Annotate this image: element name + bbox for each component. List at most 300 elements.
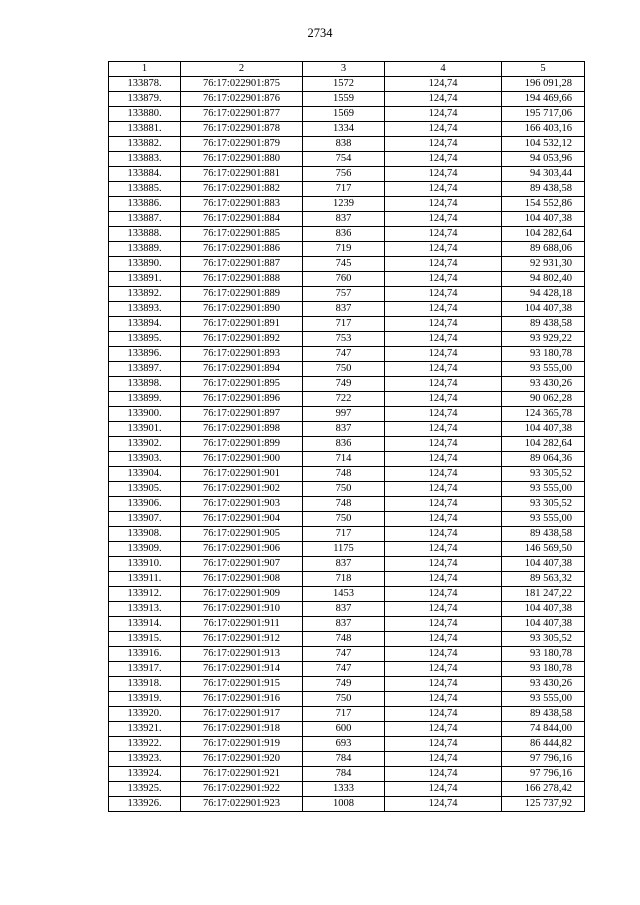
rate-cell: 124,74 [385,302,502,317]
cadastral-number-cell: 76:17:022901:905 [181,527,303,542]
table-row [109,677,585,692]
row-number-cell: 133905. [109,482,181,497]
value-cell: 90 062,28 [502,392,585,407]
cadastral-number-cell: 76:17:022901:880 [181,152,303,167]
area-cell: 784 [303,752,385,767]
rate-cell: 124,74 [385,557,502,572]
table-row [109,122,585,137]
row-number-cell: 133882. [109,137,181,152]
cadastral-number-cell: 76:17:022901:919 [181,737,303,752]
row-number-cell: 133899. [109,392,181,407]
table-row [109,437,585,452]
area-cell: 747 [303,347,385,362]
area-cell: 1334 [303,122,385,137]
value-cell: 89 064,36 [502,452,585,467]
value-cell: 89 438,58 [502,707,585,722]
cadastral-number-cell: 76:17:022901:917 [181,707,303,722]
table-row [109,302,585,317]
table-row [109,347,585,362]
rate-cell: 124,74 [385,482,502,497]
cadastral-number-cell: 76:17:022901:906 [181,542,303,557]
area-cell: 747 [303,662,385,677]
rate-cell: 124,74 [385,602,502,617]
area-cell: 754 [303,152,385,167]
table-row [109,467,585,482]
table-row [109,632,585,647]
row-number-cell: 133904. [109,467,181,482]
table-body [109,77,585,812]
value-cell: 104 407,38 [502,212,585,227]
table-row [109,422,585,437]
column-header-5: 5 [502,62,585,77]
row-number-cell: 133914. [109,617,181,632]
value-cell: 89 688,06 [502,242,585,257]
area-cell: 750 [303,362,385,377]
rate-cell: 124,74 [385,692,502,707]
value-cell: 104 407,38 [502,302,585,317]
column-header-3: 3 [303,62,385,77]
table-row [109,602,585,617]
value-cell: 74 844,00 [502,722,585,737]
value-cell: 93 555,00 [502,482,585,497]
rate-cell: 124,74 [385,737,502,752]
rate-cell: 124,74 [385,782,502,797]
cadastral-number-cell: 76:17:022901:881 [181,167,303,182]
value-cell: 104 407,38 [502,557,585,572]
table-row [109,617,585,632]
rate-cell: 124,74 [385,257,502,272]
value-cell: 89 438,58 [502,317,585,332]
cadastral-number-cell: 76:17:022901:903 [181,497,303,512]
rate-cell: 124,74 [385,137,502,152]
row-number-cell: 133911. [109,572,181,587]
value-cell: 194 469,66 [502,92,585,107]
cadastral-number-cell: 76:17:022901:923 [181,797,303,812]
table-row [109,257,585,272]
value-cell: 166 403,16 [502,122,585,137]
cadastral-number-cell: 76:17:022901:898 [181,422,303,437]
table-row [109,317,585,332]
cadastral-number-cell: 76:17:022901:899 [181,437,303,452]
rate-cell: 124,74 [385,77,502,92]
area-cell: 1333 [303,782,385,797]
column-header-1: 1 [109,62,181,77]
row-number-cell: 133912. [109,587,181,602]
cadastral-number-cell: 76:17:022901:904 [181,512,303,527]
rate-cell: 124,74 [385,752,502,767]
row-number-cell: 133887. [109,212,181,227]
table-row [109,482,585,497]
cadastral-number-cell: 76:17:022901:893 [181,347,303,362]
rate-cell: 124,74 [385,332,502,347]
value-cell: 93 305,52 [502,497,585,512]
table-row [109,197,585,212]
row-number-cell: 133898. [109,377,181,392]
cadastral-number-cell: 76:17:022901:921 [181,767,303,782]
table-row [109,332,585,347]
table-row [109,722,585,737]
cadastral-number-cell: 76:17:022901:911 [181,617,303,632]
row-number-cell: 133915. [109,632,181,647]
table-row [109,542,585,557]
cadastral-number-cell: 76:17:022901:875 [181,77,303,92]
value-cell: 146 569,50 [502,542,585,557]
area-cell: 747 [303,647,385,662]
area-cell: 722 [303,392,385,407]
area-cell: 749 [303,377,385,392]
rate-cell: 124,74 [385,407,502,422]
value-cell: 104 282,64 [502,437,585,452]
row-number-cell: 133886. [109,197,181,212]
rate-cell: 124,74 [385,122,502,137]
row-number-cell: 133893. [109,302,181,317]
row-number-cell: 133921. [109,722,181,737]
rate-cell: 124,74 [385,347,502,362]
area-cell: 760 [303,272,385,287]
area-cell: 837 [303,422,385,437]
rate-cell: 124,74 [385,362,502,377]
rate-cell: 124,74 [385,167,502,182]
cadastral-number-cell: 76:17:022901:883 [181,197,303,212]
table-row [109,572,585,587]
cadastral-number-cell: 76:17:022901:891 [181,317,303,332]
cadastral-number-cell: 76:17:022901:878 [181,122,303,137]
table-row [109,137,585,152]
table-row [109,797,585,812]
table-row [109,557,585,572]
row-number-cell: 133892. [109,287,181,302]
registry-table [108,61,585,812]
table-row [109,377,585,392]
rate-cell: 124,74 [385,677,502,692]
row-number-cell: 133879. [109,92,181,107]
rate-cell: 124,74 [385,467,502,482]
table-row [109,107,585,122]
area-cell: 717 [303,317,385,332]
row-number-cell: 133917. [109,662,181,677]
cadastral-number-cell: 76:17:022901:884 [181,212,303,227]
cadastral-number-cell: 76:17:022901:915 [181,677,303,692]
value-cell: 196 091,28 [502,77,585,92]
area-cell: 836 [303,437,385,452]
value-cell: 124 365,78 [502,407,585,422]
row-number-cell: 133891. [109,272,181,287]
row-number-cell: 133922. [109,737,181,752]
row-number-cell: 133880. [109,107,181,122]
area-cell: 748 [303,632,385,647]
rate-cell: 124,74 [385,227,502,242]
rate-cell: 124,74 [385,242,502,257]
value-cell: 93 430,26 [502,677,585,692]
area-cell: 717 [303,527,385,542]
column-header-2: 2 [181,62,303,77]
value-cell: 93 555,00 [502,692,585,707]
value-cell: 93 555,00 [502,512,585,527]
area-cell: 719 [303,242,385,257]
area-cell: 714 [303,452,385,467]
rate-cell: 124,74 [385,527,502,542]
row-number-cell: 133924. [109,767,181,782]
rate-cell: 124,74 [385,317,502,332]
rate-cell: 124,74 [385,632,502,647]
area-cell: 748 [303,497,385,512]
row-number-cell: 133878. [109,77,181,92]
table-row [109,452,585,467]
cadastral-number-cell: 76:17:022901:887 [181,257,303,272]
area-cell: 997 [303,407,385,422]
row-number-cell: 133906. [109,497,181,512]
table-row [109,392,585,407]
row-number-cell: 133884. [109,167,181,182]
row-number-cell: 133900. [109,407,181,422]
table-row [109,227,585,242]
cadastral-number-cell: 76:17:022901:886 [181,242,303,257]
area-cell: 749 [303,677,385,692]
cadastral-number-cell: 76:17:022901:876 [181,92,303,107]
row-number-cell: 133907. [109,512,181,527]
table-row [109,362,585,377]
cadastral-number-cell: 76:17:022901:892 [181,332,303,347]
rate-cell: 124,74 [385,212,502,227]
row-number-cell: 133925. [109,782,181,797]
area-cell: 1175 [303,542,385,557]
table-row [109,407,585,422]
area-cell: 837 [303,212,385,227]
area-cell: 717 [303,182,385,197]
row-number-cell: 133908. [109,527,181,542]
rate-cell: 124,74 [385,377,502,392]
value-cell: 93 929,22 [502,332,585,347]
row-number-cell: 133896. [109,347,181,362]
table-row [109,152,585,167]
table-row [109,242,585,257]
value-cell: 93 180,78 [502,347,585,362]
cadastral-number-cell: 76:17:022901:888 [181,272,303,287]
value-cell: 104 407,38 [502,617,585,632]
cadastral-number-cell: 76:17:022901:908 [181,572,303,587]
area-cell: 1569 [303,107,385,122]
value-cell: 93 180,78 [502,647,585,662]
value-cell: 181 247,22 [502,587,585,602]
row-number-cell: 133923. [109,752,181,767]
cadastral-number-cell: 76:17:022901:916 [181,692,303,707]
value-cell: 166 278,42 [502,782,585,797]
row-number-cell: 133881. [109,122,181,137]
table-row [109,212,585,227]
rate-cell: 124,74 [385,572,502,587]
row-number-cell: 133894. [109,317,181,332]
cadastral-number-cell: 76:17:022901:890 [181,302,303,317]
cadastral-number-cell: 76:17:022901:897 [181,407,303,422]
rate-cell: 124,74 [385,707,502,722]
row-number-cell: 133902. [109,437,181,452]
row-number-cell: 133919. [109,692,181,707]
value-cell: 97 796,16 [502,752,585,767]
value-cell: 125 737,92 [502,797,585,812]
area-cell: 838 [303,137,385,152]
rate-cell: 124,74 [385,182,502,197]
rate-cell: 124,74 [385,617,502,632]
cadastral-number-cell: 76:17:022901:913 [181,647,303,662]
table-row [109,512,585,527]
value-cell: 86 444,82 [502,737,585,752]
value-cell: 93 180,78 [502,662,585,677]
area-cell: 757 [303,287,385,302]
value-cell: 93 555,00 [502,362,585,377]
value-cell: 104 532,12 [502,137,585,152]
row-number-cell: 133901. [109,422,181,437]
rate-cell: 124,74 [385,542,502,557]
row-number-cell: 133890. [109,257,181,272]
column-header-4: 4 [385,62,502,77]
row-number-cell: 133918. [109,677,181,692]
rate-cell: 124,74 [385,797,502,812]
cadastral-number-cell: 76:17:022901:882 [181,182,303,197]
row-number-cell: 133926. [109,797,181,812]
row-number-cell: 133916. [109,647,181,662]
cadastral-number-cell: 76:17:022901:912 [181,632,303,647]
cadastral-number-cell: 76:17:022901:900 [181,452,303,467]
row-number-cell: 133920. [109,707,181,722]
cadastral-number-cell: 76:17:022901:907 [181,557,303,572]
page-number: 2734 [307,26,333,40]
table-row [109,737,585,752]
rate-cell: 124,74 [385,107,502,122]
row-number-cell: 133889. [109,242,181,257]
table-row [109,662,585,677]
value-cell: 97 796,16 [502,767,585,782]
area-cell: 750 [303,512,385,527]
area-cell: 717 [303,707,385,722]
value-cell: 94 802,40 [502,272,585,287]
cadastral-number-cell: 76:17:022901:879 [181,137,303,152]
row-number-cell: 133910. [109,557,181,572]
value-cell: 93 430,26 [502,377,585,392]
rate-cell: 124,74 [385,392,502,407]
row-number-cell: 133888. [109,227,181,242]
area-cell: 837 [303,557,385,572]
row-number-cell: 133913. [109,602,181,617]
rate-cell: 124,74 [385,662,502,677]
rate-cell: 124,74 [385,272,502,287]
table-row [109,692,585,707]
value-cell: 89 438,58 [502,527,585,542]
rate-cell: 124,74 [385,497,502,512]
area-cell: 750 [303,692,385,707]
row-number-cell: 133883. [109,152,181,167]
row-number-cell: 133895. [109,332,181,347]
table-row [109,77,585,92]
table-row [109,497,585,512]
value-cell: 93 305,52 [502,632,585,647]
table-row [109,587,585,602]
table-row [109,287,585,302]
area-cell: 836 [303,227,385,242]
row-number-cell: 133897. [109,362,181,377]
value-cell: 89 563,32 [502,572,585,587]
cadastral-number-cell: 76:17:022901:914 [181,662,303,677]
table-row [109,782,585,797]
value-cell: 89 438,58 [502,182,585,197]
cadastral-number-cell: 76:17:022901:920 [181,752,303,767]
area-cell: 1008 [303,797,385,812]
value-cell: 104 282,64 [502,227,585,242]
cadastral-number-cell: 76:17:022901:922 [181,782,303,797]
row-number-cell: 133903. [109,452,181,467]
value-cell: 195 717,06 [502,107,585,122]
rate-cell: 124,74 [385,287,502,302]
rate-cell: 124,74 [385,152,502,167]
area-cell: 784 [303,767,385,782]
rate-cell: 124,74 [385,92,502,107]
cadastral-number-cell: 76:17:022901:894 [181,362,303,377]
value-cell: 94 053,96 [502,152,585,167]
area-cell: 1453 [303,587,385,602]
rate-cell: 124,74 [385,197,502,212]
table-row [109,752,585,767]
cadastral-number-cell: 76:17:022901:910 [181,602,303,617]
rate-cell: 124,74 [385,722,502,737]
table-row [109,527,585,542]
cadastral-number-cell: 76:17:022901:901 [181,467,303,482]
table-row [109,767,585,782]
cadastral-number-cell: 76:17:022901:918 [181,722,303,737]
row-number-cell: 133885. [109,182,181,197]
value-cell: 92 931,30 [502,257,585,272]
rate-cell: 124,74 [385,422,502,437]
rate-cell: 124,74 [385,767,502,782]
rate-cell: 124,74 [385,512,502,527]
cadastral-number-cell: 76:17:022901:896 [181,392,303,407]
area-cell: 1572 [303,77,385,92]
rate-cell: 124,74 [385,587,502,602]
table-row [109,92,585,107]
area-cell: 837 [303,302,385,317]
table-row [109,182,585,197]
area-cell: 718 [303,572,385,587]
area-cell: 748 [303,467,385,482]
table-row [109,272,585,287]
table-header [109,62,585,77]
area-cell: 756 [303,167,385,182]
rate-cell: 124,74 [385,452,502,467]
area-cell: 600 [303,722,385,737]
cadastral-number-cell: 76:17:022901:889 [181,287,303,302]
cadastral-number-cell: 76:17:022901:877 [181,107,303,122]
cadastral-number-cell: 76:17:022901:895 [181,377,303,392]
area-cell: 693 [303,737,385,752]
row-number-cell: 133909. [109,542,181,557]
value-cell: 94 303,44 [502,167,585,182]
area-cell: 837 [303,617,385,632]
rate-cell: 124,74 [385,437,502,452]
area-cell: 745 [303,257,385,272]
value-cell: 104 407,38 [502,422,585,437]
value-cell: 104 407,38 [502,602,585,617]
cadastral-number-cell: 76:17:022901:885 [181,227,303,242]
table-row [109,647,585,662]
area-cell: 1559 [303,92,385,107]
header-row [109,62,585,77]
value-cell: 93 305,52 [502,467,585,482]
value-cell: 154 552,86 [502,197,585,212]
cadastral-number-cell: 76:17:022901:909 [181,587,303,602]
area-cell: 1239 [303,197,385,212]
table-row [109,707,585,722]
value-cell: 94 428,18 [502,287,585,302]
area-cell: 750 [303,482,385,497]
area-cell: 753 [303,332,385,347]
